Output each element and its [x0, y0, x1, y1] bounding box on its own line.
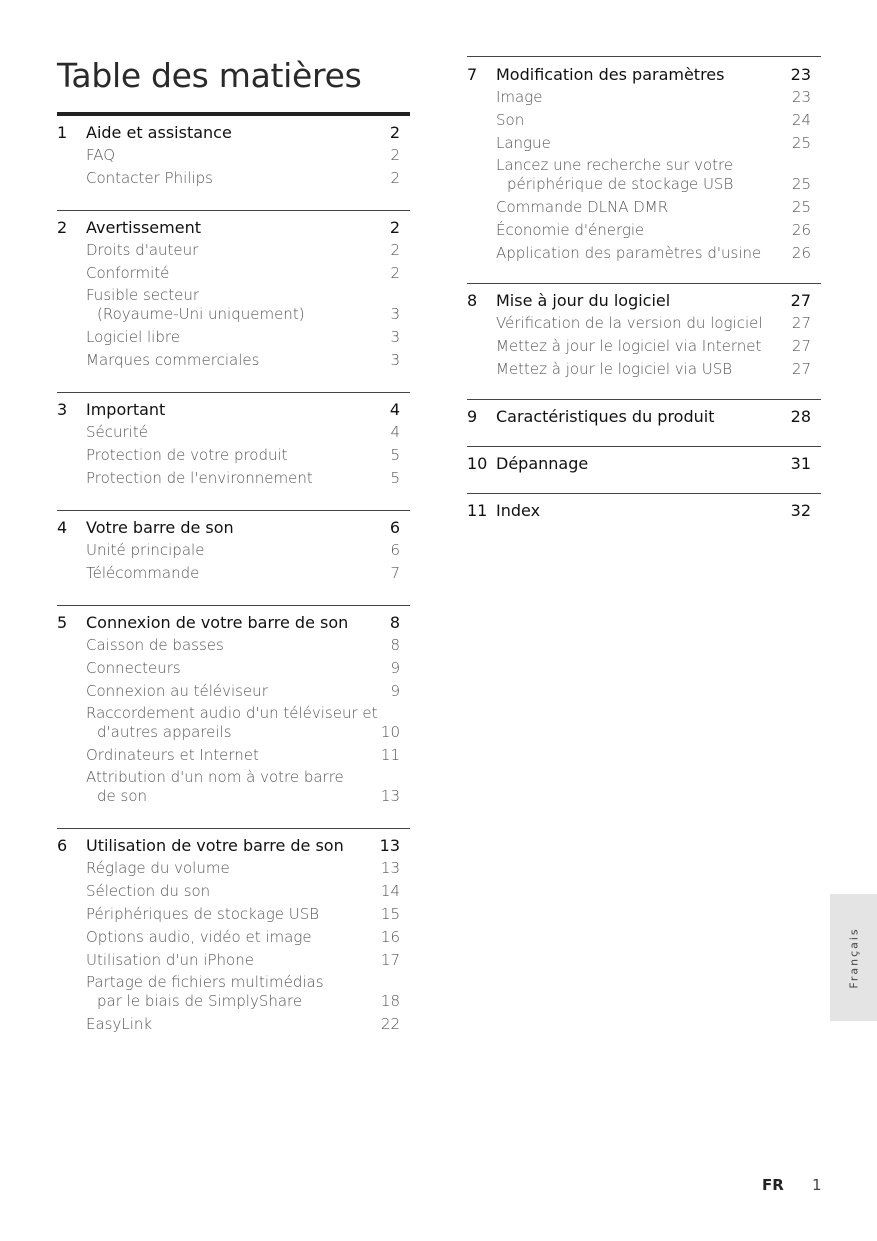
chapter-number: 2: [57, 218, 68, 237]
chapter-title: Connexion de votre barre de son: [86, 613, 349, 632]
subentry-title: Ordinateurs et Internet: [86, 746, 259, 764]
toc-section: [57, 392, 410, 510]
subentry-title-continued: de son: [97, 787, 148, 805]
toc-subentry: [57, 926, 410, 949]
subentry-title: Son: [496, 111, 525, 129]
toc-entry: [57, 121, 410, 144]
toc-section: [57, 510, 410, 605]
toc-section: [467, 56, 821, 283]
subentry-title: Conformité: [86, 264, 170, 282]
page-number: 10: [380, 723, 400, 741]
toc-section: [57, 828, 410, 1056]
page-number: 5: [390, 469, 400, 487]
toc-section: [57, 210, 410, 392]
toc-subentry: [467, 358, 821, 381]
toc-entry: [57, 398, 410, 421]
page-number: 2: [389, 123, 400, 142]
toc-section: [467, 493, 821, 540]
page-number: 2: [390, 146, 400, 164]
chapter-title: Utilisation de votre barre de son: [86, 836, 344, 855]
page-number: 9: [390, 682, 400, 700]
chapter-title: Index: [496, 501, 541, 520]
toc-subentry: [57, 703, 410, 721]
toc-subentry: [57, 972, 410, 990]
subentry-title: Logiciel libre: [86, 328, 180, 346]
subentry-title: Unité principale: [86, 541, 205, 559]
page-number: 7: [390, 564, 400, 582]
toc-subentry: [57, 680, 410, 703]
chapter-number: 5: [57, 613, 68, 632]
subentry-title: Marques commerciales: [86, 351, 260, 369]
toc-entry: [467, 499, 821, 522]
toc-section: [467, 399, 821, 446]
toc-subentry: [57, 634, 410, 657]
toc-subentry-continued: [57, 303, 410, 326]
subentry-title: Attribution d'un nom à votre barre: [86, 768, 344, 786]
toc-section: [467, 283, 821, 399]
page-number: 25: [791, 175, 811, 193]
subentry-title: Caisson de basses: [86, 636, 224, 654]
toc-subentry: [57, 949, 410, 972]
subentry-title: Mettez à jour le logiciel via Internet: [496, 337, 762, 355]
toc-entry: [57, 216, 410, 239]
toc-subentry: [467, 335, 821, 358]
chapter-title: Modification des paramètres: [496, 65, 725, 84]
subentry-title: EasyLink: [86, 1015, 153, 1033]
page-number: 23: [790, 65, 811, 84]
toc-entry: [57, 516, 410, 539]
title-rule: [57, 112, 410, 116]
subentry-title: Langue: [496, 134, 551, 152]
chapter-title: Avertissement: [86, 218, 201, 237]
chapter-number: 1: [57, 123, 68, 142]
toc-subentry: [57, 144, 410, 167]
subentry-title-continued: (Royaume-Uni uniquement): [97, 305, 305, 323]
page-number: 17: [380, 951, 400, 969]
toc-subentry-continued: [57, 785, 410, 808]
page-number: 11: [380, 746, 400, 764]
toc-left-column: [57, 119, 410, 1056]
page-number: 27: [791, 314, 811, 332]
subentry-title: Options audio, vidéo et image: [86, 928, 312, 946]
toc-subentry: [57, 444, 410, 467]
subentry-title: Connexion au téléviseur: [86, 682, 268, 700]
toc-subentry: [57, 767, 410, 785]
chapter-number: 7: [467, 65, 478, 84]
subentry-title: Protection de votre produit: [86, 446, 288, 464]
page-number: 3: [390, 351, 400, 369]
subentry-title: Économie d'énergie: [496, 221, 645, 239]
page-number: 2: [389, 218, 400, 237]
toc-section: [467, 446, 821, 493]
chapter-title: Aide et assistance: [86, 123, 232, 142]
subentry-title: Réglage du volume: [86, 859, 230, 877]
subentry-title: Connecteurs: [86, 659, 181, 677]
page-number: 2: [390, 241, 400, 259]
toc-subentry: [57, 167, 410, 190]
page-number: 5: [390, 446, 400, 464]
subentry-title: FAQ: [86, 146, 116, 164]
toc-subentry-continued: [57, 721, 410, 744]
page-number: 2: [390, 264, 400, 282]
page-number: 25: [791, 198, 811, 216]
page-number: 27: [791, 337, 811, 355]
page-number: 13: [380, 859, 400, 877]
subentry-title: Commande DLNA DMR: [496, 198, 669, 216]
toc-subentry: [57, 857, 410, 880]
chapter-title: Important: [86, 400, 166, 419]
toc-subentry: [467, 155, 821, 173]
toc-subentry: [57, 657, 410, 680]
toc-subentry: [57, 326, 410, 349]
toc-subentry: [467, 86, 821, 109]
toc-subentry: [467, 219, 821, 242]
footer-language: FR: [762, 1176, 784, 1194]
page-number: 14: [380, 882, 400, 900]
page-number: 9: [390, 659, 400, 677]
toc-subentry: [57, 262, 410, 285]
toc-entry: [57, 834, 410, 857]
page-number: 18: [380, 992, 400, 1010]
page-number: 27: [791, 360, 811, 378]
toc-entry: [467, 405, 821, 428]
page-number: 13: [379, 836, 400, 855]
subentry-title: Vérification de la version du logiciel: [496, 314, 763, 332]
subentry-title: Protection de l'environnement: [86, 469, 313, 487]
toc-subentry: [467, 242, 821, 265]
subentry-title: Utilisation d'un iPhone: [86, 951, 254, 969]
toc-subentry-continued: [467, 173, 821, 196]
chapter-number: 6: [57, 836, 68, 855]
page-number: 28: [790, 407, 811, 426]
toc-subentry: [467, 312, 821, 335]
page-number: 25: [791, 134, 811, 152]
footer-page-number: 1: [812, 1176, 822, 1194]
toc-subentry: [57, 467, 410, 490]
toc-entry: [467, 452, 821, 475]
chapter-number: 11: [467, 501, 488, 520]
chapter-number: 9: [467, 407, 478, 426]
chapter-number: 8: [467, 291, 478, 310]
chapter-title: Dépannage: [496, 454, 589, 473]
toc-subentry-continued: [57, 990, 410, 1013]
toc-subentry: [57, 539, 410, 562]
page-number: 26: [791, 244, 811, 262]
page-number: 16: [380, 928, 400, 946]
subentry-title: Lancez une recherche sur votre: [496, 156, 734, 174]
page-number: 13: [380, 787, 400, 805]
toc-entry: [467, 289, 821, 312]
toc-entry: [57, 611, 410, 634]
toc-subentry: [57, 285, 410, 303]
page-number: 6: [390, 541, 400, 559]
toc-subentry: [57, 239, 410, 262]
subentry-title: Périphériques de stockage USB: [86, 905, 320, 923]
toc-subentry: [57, 880, 410, 903]
subentry-title: Sécurité: [86, 423, 148, 441]
subentry-title: Télécommande: [86, 564, 200, 582]
chapter-number: 3: [57, 400, 68, 419]
toc-section: [57, 119, 410, 210]
toc-right-column: [467, 56, 821, 540]
page-number: 3: [390, 305, 400, 323]
toc-subentry: [57, 1013, 410, 1036]
page-number: 8: [390, 636, 400, 654]
page-number: 6: [389, 518, 400, 537]
subentry-title: Image: [496, 88, 543, 106]
subentry-title-continued: par le biais de SimplyShare: [97, 992, 303, 1010]
toc-subentry: [467, 109, 821, 132]
toc-subentry: [57, 744, 410, 767]
toc-section: [57, 605, 410, 828]
page-number: 22: [380, 1015, 400, 1033]
subentry-title: Contacter Philips: [86, 169, 213, 187]
subentry-title: Droits d'auteur: [86, 241, 199, 259]
chapter-title: Caractéristiques du produit: [496, 407, 715, 426]
toc-subentry: [57, 421, 410, 444]
subentry-title: Raccordement audio d'un téléviseur et: [86, 704, 378, 722]
chapter-number: 4: [57, 518, 68, 537]
language-tab-label: Français: [847, 926, 860, 989]
page-number: 4: [389, 400, 400, 419]
chapter-number: 10: [467, 454, 488, 473]
toc-subentry: [57, 562, 410, 585]
page-number: 8: [389, 613, 400, 632]
subentry-title: Fusible secteur: [86, 286, 200, 304]
subentry-title: Application des paramètres d'usine: [496, 244, 762, 262]
language-tab: [830, 894, 877, 1021]
page-number: 27: [790, 291, 811, 310]
subentry-title: Partage de fichiers multimédias: [86, 973, 324, 991]
page-number: 4: [390, 423, 400, 441]
subentry-title: Sélection du son: [86, 882, 211, 900]
page-number: 24: [791, 111, 811, 129]
page-number: 26: [791, 221, 811, 239]
subentry-title: Mettez à jour le logiciel via USB: [496, 360, 733, 378]
subentry-title-continued: d'autres appareils: [97, 723, 232, 741]
page-number: 31: [790, 454, 811, 473]
toc-subentry: [57, 903, 410, 926]
page-number: 3: [390, 328, 400, 346]
page-number: 23: [791, 88, 811, 106]
page-number: 32: [790, 501, 811, 520]
toc-subentry: [467, 196, 821, 219]
chapter-title: Votre barre de son: [86, 518, 234, 537]
toc-subentry: [467, 132, 821, 155]
toc-entry: [467, 63, 821, 86]
page-number: 2: [390, 169, 400, 187]
toc-subentry: [57, 349, 410, 372]
subentry-title-continued: périphérique de stockage USB: [507, 175, 734, 193]
page-title: Table des matières: [57, 56, 362, 95]
chapter-title: Mise à jour du logiciel: [496, 291, 671, 310]
page-number: 15: [380, 905, 400, 923]
